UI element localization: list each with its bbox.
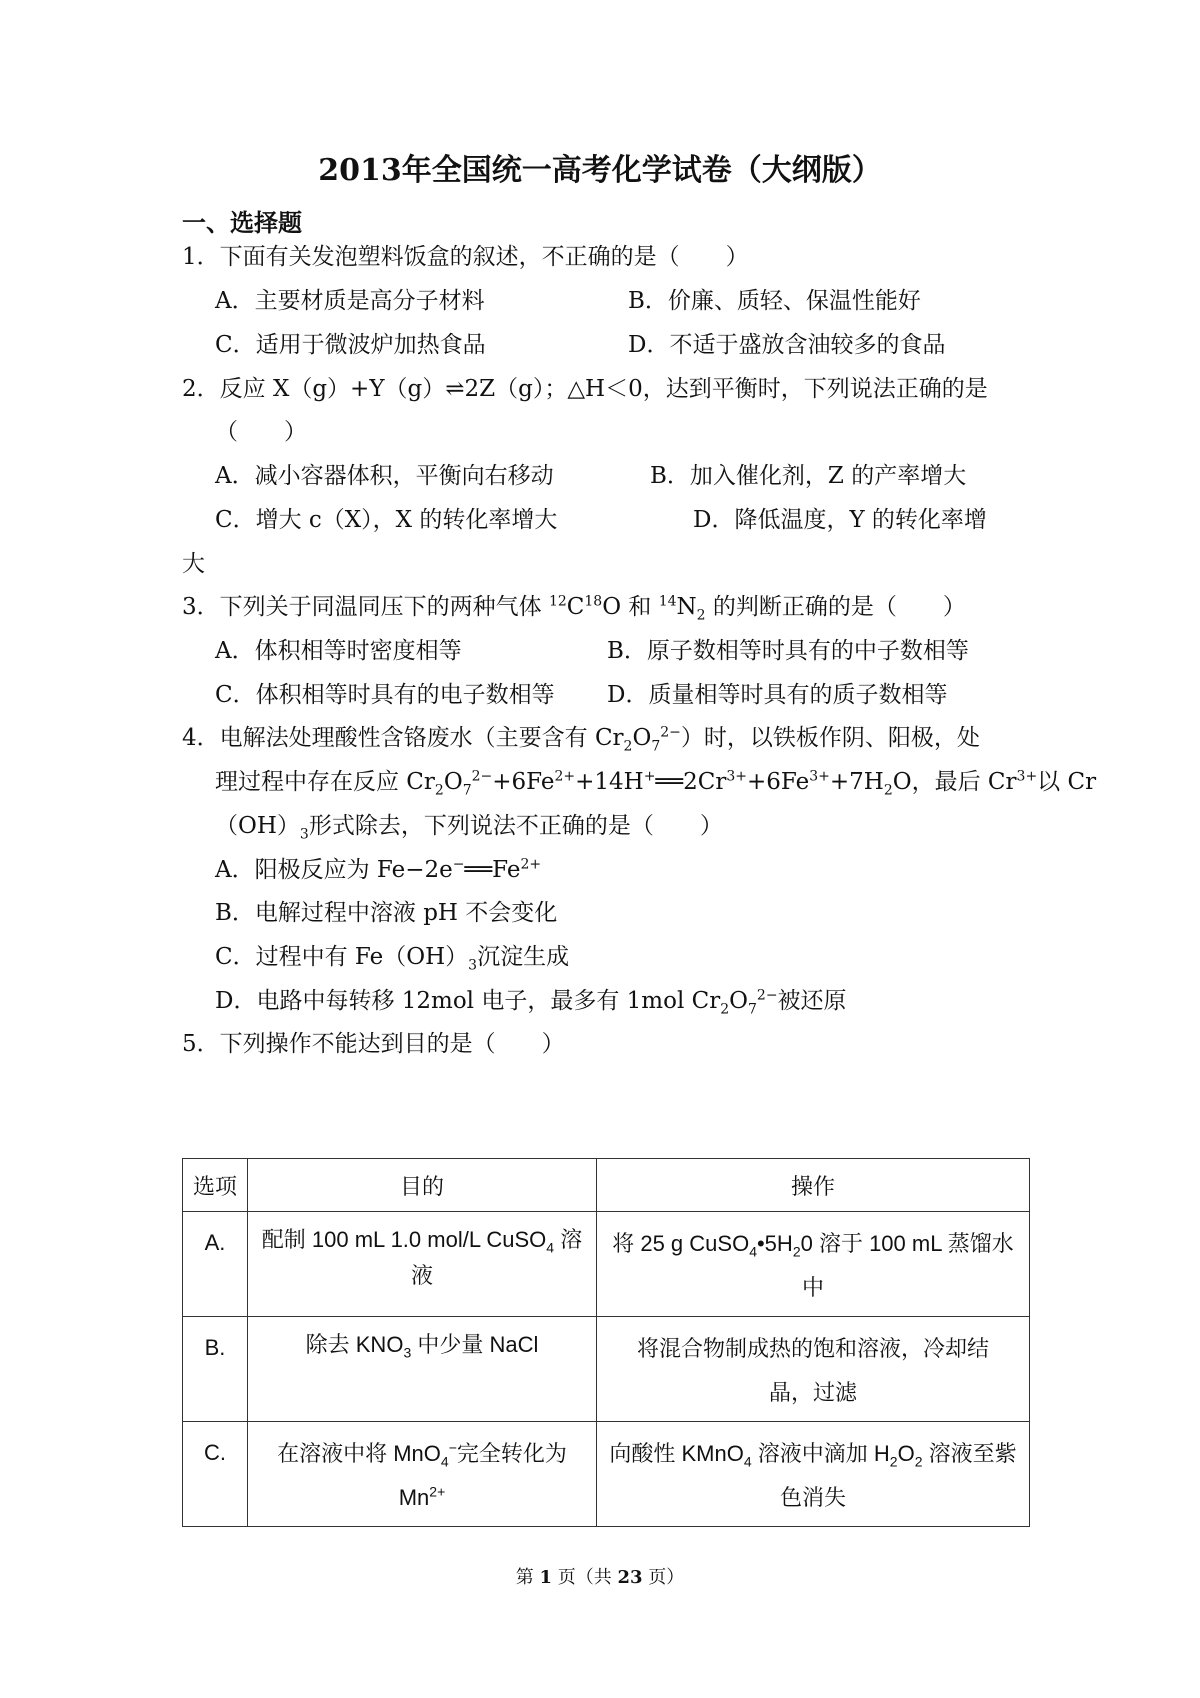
- table-cell-option: B.: [183, 1317, 248, 1422]
- table-header: 目的: [248, 1159, 597, 1212]
- q3-stem: 3．下列关于同温同压下的两种气体 $^{12}C^{18}O$ 和 $^{14}N_2$ 的判断正确的是（ ）: [182, 593, 966, 624]
- q4-option-b: B．电解过程中溶液 pH 不会变化: [215, 900, 558, 926]
- table-cell-goal: 在溶液中将 MnO$_4$−完全转化为 $Mn^{2+}$: [248, 1422, 597, 1527]
- table-cell-option: C.: [183, 1422, 248, 1527]
- q2-paren: （ ）: [215, 419, 307, 445]
- q1-option-d: D．不适于盛放含油较多的食品: [628, 332, 946, 358]
- q2-stem: 2．反应 X（g）+Y（g）⇌2Z（g）；△H＜0，达到平衡时，下列说法正确的是: [182, 376, 988, 402]
- table-row: [183, 1317, 1030, 1422]
- q3-option-b: B．原子数相等时具有的中子数相等: [607, 638, 969, 664]
- q3-option-a: A．体积相等时密度相等: [215, 638, 462, 664]
- q1-option-a: A．主要材质是高分子材料: [215, 288, 485, 314]
- q4-stem-line3: $(OH)_3$形式除去，下列说法不正确的是（ ）: [215, 813, 723, 843]
- q2-option-d: D．降低温度，Y 的转化率增: [693, 507, 987, 533]
- table-row: [183, 1422, 1030, 1527]
- q1-option-c: C．适用于微波炉加热食品: [215, 332, 486, 358]
- q4-option-d: D．电路中每转移 12mol 电子，最多有 1mol $Cr_2O_7^{2-}$被还原: [215, 987, 847, 1018]
- table-header-row: [183, 1159, 1030, 1212]
- q3-option-d: D．质量相等时具有的质子数相等: [607, 682, 948, 708]
- page-title: 2013年全国统一高考化学试卷（大纲版）: [318, 153, 882, 188]
- table-cell-option: A.: [183, 1212, 248, 1317]
- table-header: 操作: [597, 1159, 1030, 1212]
- q4-option-a: A．阳极反应为 $Fe-2e^-══Fe^{2+}$: [215, 856, 542, 883]
- q2-option-b: B．加入催化剂，Z 的产率增大: [650, 463, 967, 489]
- page-footer: 第 1 页（共 23 页）: [515, 1567, 685, 1588]
- section-heading: 一、选择题: [182, 208, 302, 237]
- q1-option-b: B．价廉、质轻、保温性能好: [628, 288, 921, 314]
- q4-stem-line1: 4．电解法处理酸性含铬废水（主要含有 $Cr_2O_7^{2-}$）时，以铁板作阴、阳极，处: [182, 724, 980, 755]
- table-cell-operation: 将 25 g $CuSO_4•5H_20$ 溶于 100 mL 蒸馏水 中: [597, 1212, 1030, 1317]
- q1-stem: 1．下面有关发泡塑料饭盒的叙述，不正确的是（ ）: [182, 244, 749, 270]
- q4-stem-line2: 理过程中存在反应 $Cr_2O_7^{2-}+6Fe^{2+}+14H^+══2Cr^{3+}+6Fe^{3+}+7H_2O$，最后 $Cr^{3+}$以 Cr: [215, 768, 1097, 799]
- table-header: 选项: [183, 1159, 248, 1212]
- q2-option-c: C．增大 c（X），X 的转化率增大: [215, 507, 558, 533]
- table-cell-operation: 向酸性 KMnO$_4$ 溶液中滴加 $H_2O_2$ 溶液至紫 色消失: [597, 1422, 1030, 1527]
- q2-option-d-cont: 大: [182, 551, 205, 577]
- q5-table: [182, 1158, 1030, 1527]
- q2-option-a: A．减小容器体积，平衡向右移动: [215, 463, 554, 489]
- table-cell-goal: 除去 $KNO_3$ 中少量 NaCl: [248, 1317, 597, 1422]
- table-cell-goal: 配制 100 mL 1.0 mol/L CuSO$_4$ 溶液: [248, 1212, 597, 1317]
- q5-stem: 5．下列操作不能达到目的是（ ）: [182, 1031, 565, 1057]
- table-cell-operation: 将混合物制成热的饱和溶液，冷却结 晶，过滤: [597, 1317, 1030, 1422]
- q3-option-c: C．体积相等时具有的电子数相等: [215, 682, 555, 708]
- table-row: [183, 1212, 1030, 1317]
- q4-option-c: C．过程中有 $Fe(OH)_3$沉淀生成: [215, 944, 570, 974]
